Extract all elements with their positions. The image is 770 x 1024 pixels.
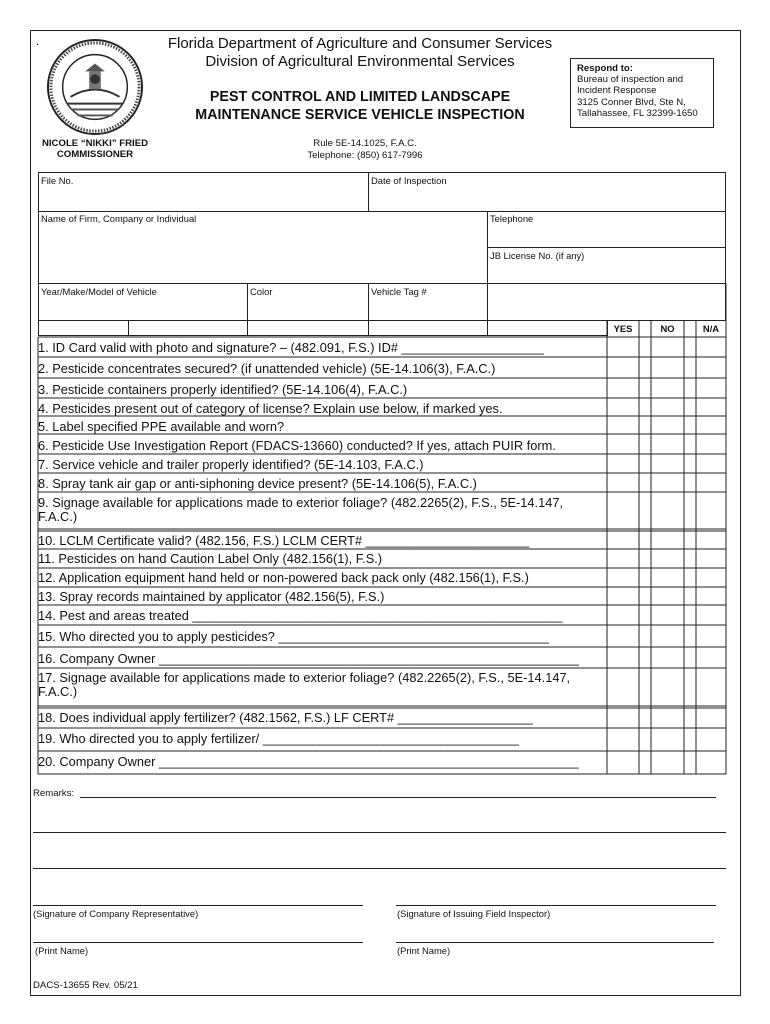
vehicle-label: Year/Make/Model of Vehicle bbox=[41, 286, 157, 297]
yes-column-header: YES bbox=[613, 323, 633, 334]
checklist-item-10: 10. LCLM Certificate valid? (482.156, F.S.) LCLM CERT# _______________________ bbox=[38, 533, 530, 548]
checklist-item-3: 3. Pesticide containers properly identified? (5E-14.106(4), F.A.C.) bbox=[38, 382, 408, 397]
print-name-left-label: (Print Name) bbox=[35, 945, 89, 956]
separator-cell bbox=[368, 320, 488, 336]
telephone-number: Telephone: (850) 617-7996 bbox=[307, 150, 423, 161]
respond-title: Respond to: bbox=[577, 63, 633, 74]
checklist-item-9: 9. Signage available for applications made to exterior foliage? (482.2265(2), F.S., 5E-14.147, F.A.C.) bbox=[38, 495, 563, 524]
form-title-line2: MAINTENANCE SERVICE VEHICLE INSPECTION bbox=[195, 107, 525, 123]
checklist-item-13: 13. Spray records maintained by applicator (482.156(5), F.S.) bbox=[38, 589, 385, 604]
checklist-item-15: 15. Who directed you to apply pesticides? ______________________________________ bbox=[38, 629, 549, 644]
checklist-item-12: 12. Application equipment hand held or non-powered back pack only (482.156(1), F.S.) bbox=[38, 570, 529, 585]
checklist-item-14: 14. Pest and areas treated ____________________________________________________ bbox=[38, 608, 563, 623]
commissioner-name: NICOLE “NIKKI” FRIED bbox=[41, 138, 149, 149]
print-name-right-line[interactable] bbox=[396, 942, 714, 943]
respond-line: Tallahassee, FL 32399-1650 bbox=[577, 107, 698, 119]
remarks-line[interactable] bbox=[33, 868, 726, 869]
respond-line: Bureau of inspection and bbox=[577, 74, 684, 86]
remarks-label: Remarks: bbox=[33, 788, 75, 799]
checklist-item-17: 17. Signage available for applications made to exterior foliage? (482.2265(2), F.S., 5E-14.147, F.A.C.) bbox=[38, 670, 571, 699]
no-column-header: NO bbox=[660, 323, 675, 334]
field-inspector-signature-line[interactable] bbox=[396, 905, 716, 906]
commissioner-block bbox=[40, 138, 150, 160]
file-no-label: File No. bbox=[41, 175, 74, 186]
checklist-item-11: 11. Pesticides on hand Caution Label Only (482.156(1), F.S.) bbox=[38, 551, 383, 566]
respond-line: Incident Response bbox=[577, 85, 657, 97]
separator-row bbox=[38, 320, 608, 336]
separator-cell bbox=[128, 320, 248, 336]
checklist-item-18: 18. Does individual apply fertilizer? (482.1562, F.S.) LF CERT# ___________________ bbox=[38, 710, 533, 725]
company-rep-signature-label: (Signature of Company Representative) bbox=[33, 908, 199, 919]
checklist-item-6: 6. Pesticide Use Investigation Report (FDACS-13660) conducted? If yes, attach PUIR form. bbox=[38, 438, 556, 453]
firm-name-label: Name of Firm, Company or Individual bbox=[41, 213, 197, 224]
file-no-field[interactable] bbox=[38, 172, 369, 212]
remarks-line[interactable] bbox=[33, 832, 726, 833]
na-column-header: N/A bbox=[702, 323, 720, 334]
date-of-inspection-label: Date of Inspection bbox=[371, 175, 447, 186]
checklist-item-8: 8. Spray tank air gap or anti-siphoning device present? (5E-14.106(5), F.A.C.) bbox=[38, 476, 477, 491]
checklist-item-2: 2. Pesticide concentrates secured? (if unattended vehicle) (5E-14.106(3), F.A.C.) bbox=[38, 361, 496, 376]
corner-dot: . bbox=[36, 36, 40, 48]
form-title-line1: PEST CONTROL AND LIMITED LANDSCAPE bbox=[209, 89, 511, 105]
field-inspector-signature-label: (Signature of Issuing Field Inspector) bbox=[397, 908, 551, 919]
checklist-item-7: 7. Service vehicle and trailer properly identified? (5E-14.103, F.A.C.) bbox=[38, 457, 424, 472]
vehicle-tag-label: Vehicle Tag # bbox=[371, 286, 427, 297]
department-seal-icon bbox=[46, 38, 144, 136]
company-rep-signature-line[interactable] bbox=[33, 905, 363, 906]
checklist-item-5: 5. Label specified PPE available and worn? bbox=[38, 419, 285, 434]
division-name: Division of Agricultural Environmental Services bbox=[205, 53, 515, 70]
checklist-item-16: 16. Company Owner ___________________________________________________________ bbox=[38, 651, 579, 666]
checklist-item-20: 20. Company Owner ___________________________________________________________ bbox=[38, 754, 579, 769]
print-name-right-label: (Print Name) bbox=[397, 945, 451, 956]
respond-to-box bbox=[570, 58, 714, 128]
rule-citation: Rule 5E-14.1025, F.A.C. bbox=[313, 138, 417, 149]
checklist-item-4: 4. Pesticides present out of category of license? Explain use below, if marked yes. bbox=[38, 401, 503, 416]
print-name-left-line[interactable] bbox=[33, 942, 363, 943]
department-name: Florida Department of Agriculture and Consumer Services bbox=[167, 35, 553, 52]
remarks-line[interactable] bbox=[80, 797, 716, 798]
rule-block bbox=[280, 138, 450, 162]
jb-license-label: JB License No. (if any) bbox=[490, 250, 585, 261]
vehicle-blank-cell bbox=[487, 283, 726, 321]
respond-line: 3125 Conner Blvd, Ste N, bbox=[577, 96, 686, 108]
commissioner-title: COMMISSIONER bbox=[56, 149, 134, 160]
checklist-item-19: 19. Who directed you to apply fertilizer/ ____________________________________ bbox=[38, 731, 519, 746]
color-label: Color bbox=[250, 286, 273, 297]
checklist-item-1: 1. ID Card valid with photo and signature? – (482.091, F.S.) ID# ____________________ bbox=[38, 340, 544, 355]
form-number: DACS-13655 Rev. 05/21 bbox=[33, 980, 138, 991]
telephone-label: Telephone bbox=[490, 213, 534, 224]
